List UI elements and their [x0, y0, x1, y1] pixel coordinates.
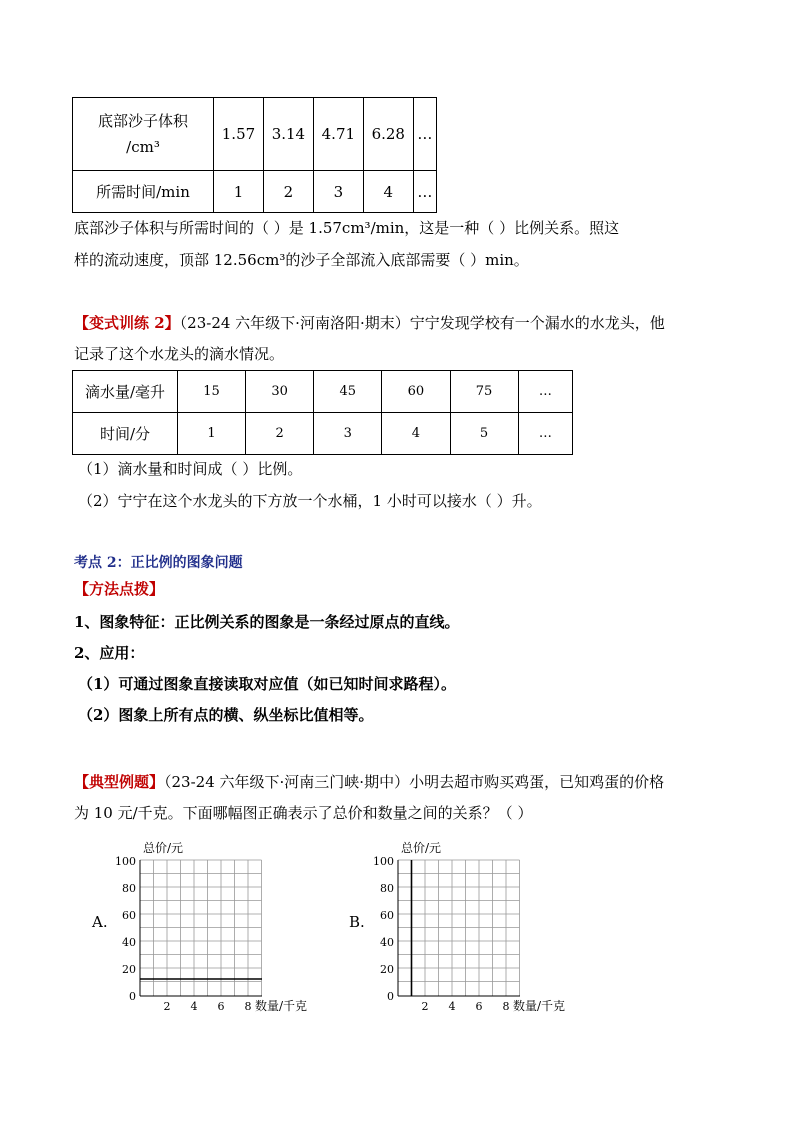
example-line2: 为 10 元/千克。下面哪幅图正确表示了总价和数量之间的关系？（ ） — [74, 804, 533, 822]
table-cell: 60 — [382, 371, 450, 413]
y-tick-label: 20 — [122, 963, 136, 976]
section-title: 考点 2：正比例的图象问题 — [74, 555, 243, 571]
graph-a — [110, 838, 330, 1018]
table-cell: 3 — [313, 171, 363, 213]
variant2-question-2: （2）宁宁在这个水龙头的下方放一个水桶，1 小时可以接水（ ）升。 — [78, 492, 542, 510]
example-line1 — [74, 771, 664, 793]
x-tick-label: 4 — [448, 1000, 456, 1013]
sand-volume-unit: /cm³ — [126, 138, 160, 156]
table-cell: … — [413, 171, 436, 213]
drip-time-label: 时间/分 — [73, 413, 178, 455]
table-cell: … — [518, 371, 572, 413]
table-cell: 1.57 — [214, 98, 264, 171]
x-tick-label: 8 — [244, 1000, 252, 1013]
x-tick-label: 8 — [502, 1000, 510, 1013]
q1-line2: 样的流动速度，顶部 12.56cm³的沙子全部流入底部需要（ ）min。 — [74, 251, 529, 269]
y-tick-label: 0 — [129, 990, 136, 1003]
y-tick-label: 80 — [122, 882, 136, 895]
sand-volume-label: 底部沙子体积 — [97, 112, 188, 130]
table-cell: 75 — [450, 371, 518, 413]
table-cell: … — [518, 413, 572, 455]
y-tick-label: 40 — [122, 936, 136, 949]
variant2-source: （23-24 六年级下·河南洛阳·期末）宁宁发现学校有一个漏水的水龙头，他 — [179, 314, 665, 332]
example-source: （23-24 六年级下·河南三门峡·期中）小明去超市购买鸡蛋，已知鸡蛋的价格 — [164, 773, 665, 791]
table-cell: 4 — [382, 413, 450, 455]
x-tick-label: 6 — [217, 1000, 225, 1013]
table-cell: 6.28 — [363, 98, 413, 171]
table-cell: 3 — [314, 413, 382, 455]
option-b-label: B. — [349, 913, 365, 931]
table-cell: 4.71 — [313, 98, 363, 171]
sand-table — [72, 97, 437, 213]
table-cell: 3.14 — [263, 98, 313, 171]
x-tick-label: 2 — [421, 1000, 429, 1013]
variant2-tag: 【变式训练 2】 — [74, 314, 180, 332]
method-tag: 【方法点拨】 — [74, 580, 165, 598]
y-tick-label: 80 — [380, 882, 394, 895]
table-cell: 5 — [450, 413, 518, 455]
table-cell: 45 — [314, 371, 382, 413]
table-cell: 2 — [246, 413, 314, 455]
table-cell: 15 — [178, 371, 246, 413]
y-tick-label: 20 — [380, 963, 394, 976]
y-tick-label: 60 — [380, 909, 394, 922]
variant2-question-1: （1）滴水量和时间成（ ）比例。 — [78, 460, 303, 478]
table-cell: … — [413, 98, 436, 171]
table-cell: 2 — [263, 171, 313, 213]
y-tick-label: 60 — [122, 909, 136, 922]
x-tick-label: 4 — [190, 1000, 198, 1013]
variant2-line1 — [74, 312, 665, 334]
table-cell: 1 — [214, 171, 264, 213]
graph-a-xlabel: 数量/千克 — [255, 999, 308, 1013]
q1-line1: 底部沙子体积与所需时间的（ ）是 1.57cm³/min，这是一种（ ）比例关系。照这 — [74, 219, 620, 237]
time-label: 所需时间/min — [73, 171, 214, 213]
method-point-4: （2）图象上所有点的横、纵坐标比值相等。 — [78, 706, 374, 724]
table-cell: 1 — [178, 413, 246, 455]
drip-table — [72, 370, 573, 455]
method-point-3: （1）可通过图象直接读取对应值（如已知时间求路程）。 — [78, 675, 456, 693]
drip-amount-label: 滴水量/毫升 — [73, 371, 178, 413]
y-tick-label: 100 — [373, 855, 394, 868]
table-cell: 30 — [246, 371, 314, 413]
graph-b-ylabel: 总价/元 — [401, 841, 442, 855]
graph-b-grid — [398, 860, 520, 996]
y-tick-label: 0 — [387, 990, 394, 1003]
y-tick-label: 40 — [380, 936, 394, 949]
graph-a-ylabel: 总价/元 — [143, 841, 184, 855]
graph-b-xlabel: 数量/千克 — [513, 999, 566, 1013]
method-point-2: 2、应用： — [74, 644, 145, 662]
table-cell: 4 — [363, 171, 413, 213]
x-tick-label: 2 — [163, 1000, 171, 1013]
example-tag: 【典型例题】 — [74, 773, 165, 791]
x-tick-label: 6 — [475, 1000, 483, 1013]
option-a-label: A. — [92, 913, 108, 931]
method-point-1: 1、图象特征：正比例关系的图象是一条经过原点的直线。 — [74, 613, 460, 631]
graph-a-grid — [140, 860, 262, 996]
graph-b — [368, 838, 588, 1018]
variant2-line2: 记录了这个水龙头的滴水情况。 — [74, 345, 285, 363]
table-header-cell — [73, 98, 214, 171]
y-tick-label: 100 — [115, 855, 136, 868]
